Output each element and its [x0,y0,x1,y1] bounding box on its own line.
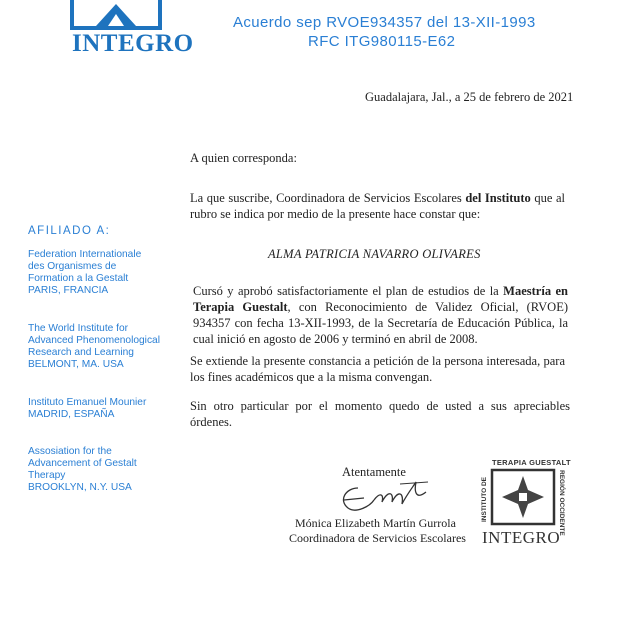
program-name: Maestría en Terapia Guestalt [193,284,568,314]
institute-stamp [474,456,584,548]
paragraph-intro-part-a: La que suscribe, Coordinadora de Servicios Escolares [190,191,466,205]
stamp-right-text: REGIÓN OCCIDENTE [558,470,565,536]
logo-side-text-right: DENTE [148,2,154,23]
affiliation-item [28,446,137,494]
paragraph-intro [190,190,565,222]
student-name: ALMA PATRICIA NAVARRO OLIVARES [268,247,481,261]
affiliation-item [28,323,160,371]
paragraph-intro-bold: del Instituto [465,191,531,205]
signer-title: Coordinadora de Servicios Escolares [289,531,466,545]
paragraph-intro-part-b: que al rubro se indica por medio de la presente hace constar que: [190,191,565,221]
stamp-wordmark: INTEGRO [482,528,561,547]
salutation: A quien corresponda: [190,151,297,165]
affiliation-line: des Organismes de [28,261,117,272]
stamp-left-text: INSTITUTO DE [481,476,488,522]
affiliation-line: Research and Learning [28,347,134,358]
affiliation-line: Therapy [28,470,66,481]
affiliation-line: Formation a la Gestalt [28,273,129,284]
affiliation-line: Advanced Phenomenological [28,335,160,346]
accreditation-line: Acuerdo sep RVOE934357 del 13-XII-1993 [233,14,536,31]
affiliation-location: BELMONT, MA. USA [28,359,124,370]
closing-word: Atentamente [342,465,406,479]
signer-name: Mónica Elizabeth Martín Gurrola [295,516,456,530]
stamp-top-text: TERAPIA GUESTALT [492,458,571,467]
affiliation-location: PARIS, FRANCIA [28,285,109,296]
paragraph-purpose: Se extiende la presente constancia a petición de la persona interesada, para los fines académicos que a la misma convengan. [190,354,565,384]
affiliation-line: Instituto Emanuel Mounier [28,397,147,408]
affiliation-item [28,249,141,297]
paragraph-studies-part-a: Cursó y aprobó satisfactoriamente el plan de estudios de la [193,284,504,298]
stamp-star-icon [502,476,544,518]
affiliation-line: Advancement of Gestalt [28,458,137,469]
paragraph-closing: Sin otro particular por el momento quedo de usted a sus apreciables órdenes. [190,399,570,429]
affiliation-line: The World Institute for [28,323,129,334]
logo-side-text-left: INSTI [74,2,80,18]
signature-image [330,470,440,520]
affiliation-location: MADRID, ESPAÑA [28,409,115,420]
affiliation-line: Federation Internationale [28,249,142,260]
affiliation-line: Assosiation for the [28,446,112,457]
rfc-line: RFC ITG980115-E62 [308,33,456,50]
paragraph-studies-part-b: , con Reconocimiento de Validez Oficial, (RVOE) 934357 con fecha 13-XII-1993, de la Secretaría de Educación Pública, la cual inició en agosto de 2006 y terminó en abril de 2008. [193,300,568,346]
logo-wordmark: INTEGRO [72,30,194,57]
affiliation-location: BROOKLYN, N.Y. USA [28,482,132,493]
affiliation-item [28,397,146,421]
paragraph-studies [193,283,568,347]
logo-mountain-icon [74,0,158,26]
affiliations-title: AFILIADO A: [28,225,111,237]
letter-date: Guadalajara, Jal., a 25 de febrero de 2021 [365,90,574,104]
